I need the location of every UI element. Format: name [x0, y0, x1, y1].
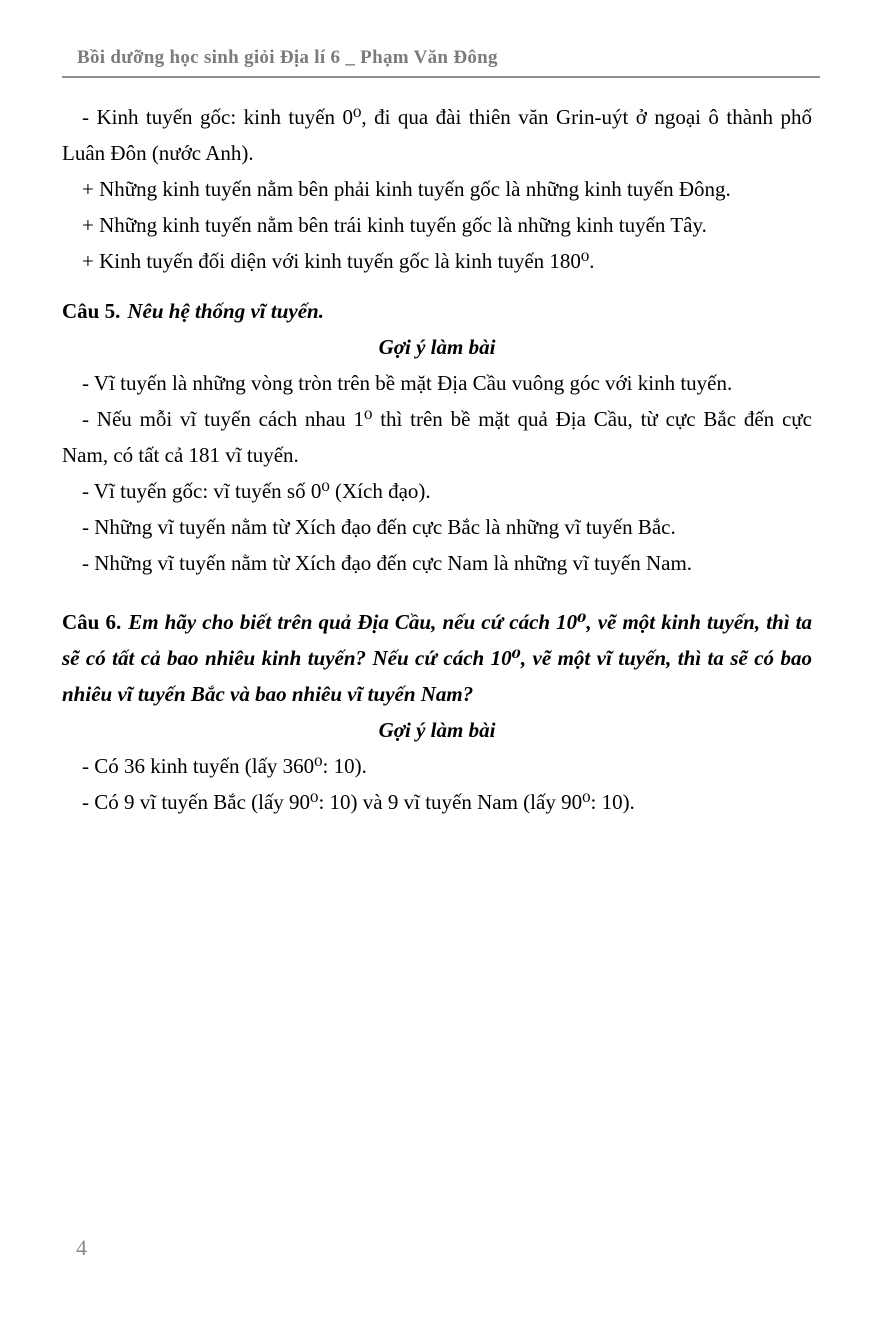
answer-item-36-meridians: - Có 36 kinh tuyến (lấy 360⁰: 10). [82, 754, 367, 778]
document-body [62, 99, 812, 820]
page-header [62, 46, 820, 78]
answer-item-meridian-east: + Những kinh tuyến nằm bên phải kinh tuyến gốc là những kinh tuyến Đông. [82, 177, 731, 201]
question-5-text: Nêu hệ thống vĩ tuyến. [127, 299, 324, 323]
answer-item-parallel-count: - Nếu mỗi vĩ tuyến cách nhau 1⁰ thì trên bề mặt quả Địa Cầu, từ cực Bắc đến cực Nam, có tất cả 181 vĩ tuyến. [62, 407, 812, 467]
answer-item-9-parallels: - Có 9 vĩ tuyến Bắc (lấy 90⁰: 10) và 9 vĩ tuyến Nam (lấy 90⁰: 10). [82, 790, 635, 814]
answer-item-parallel-def: - Vĩ tuyến là những vòng tròn trên bề mặt Địa Cầu vuông góc với kinh tuyến. [82, 371, 733, 395]
hint-title-5: Gợi ý làm bài [378, 335, 496, 359]
answer-item-meridian-180: + Kinh tuyến đối diện với kinh tuyến gốc là kinh tuyến 180⁰. [82, 249, 595, 273]
page-number: 4 [76, 1235, 87, 1260]
question-6-heading [62, 604, 812, 712]
header-title: Bồi dưỡng học sinh giỏi Địa lí 6 _ Phạm Văn Đông [77, 47, 498, 68]
question-5-label: Câu 5. [62, 299, 121, 323]
answer-item-meridian-origin: - Kinh tuyến gốc: kinh tuyến 0⁰, đi qua đài thiên văn Grin-uýt ở ngoại ô thành phố Luân Đôn (nước Anh). [62, 105, 812, 165]
question-6-text: Em hãy cho biết trên quả Địa Cầu, nếu cứ cách 10⁰, vẽ một kinh tuyến, thì ta sẽ có tất cả bao nhiêu kinh tuyến? Nếu cứ cách 10⁰, vẽ một vĩ tuyến, thì ta sẽ có bao nhiêu vĩ tuyến Bắc và bao nhiêu vĩ tuyến Nam? [62, 610, 812, 706]
answer-item-parallel-south: - Những vĩ tuyến nằm từ Xích đạo đến cực Nam là những vĩ tuyến Nam. [82, 551, 693, 575]
question-5-heading [62, 293, 812, 329]
hint-title-6: Gợi ý làm bài [378, 718, 496, 742]
answer-item-parallel-origin: - Vĩ tuyến gốc: vĩ tuyến số 0⁰ (Xích đạo). [82, 479, 431, 503]
answer-item-parallel-north: - Những vĩ tuyến nằm từ Xích đạo đến cực Bắc là những vĩ tuyến Bắc. [82, 515, 676, 539]
question-6-label: Câu 6. [62, 610, 122, 634]
answer-item-meridian-west: + Những kinh tuyến nằm bên trái kinh tuyến gốc là những kinh tuyến Tây. [82, 213, 707, 237]
